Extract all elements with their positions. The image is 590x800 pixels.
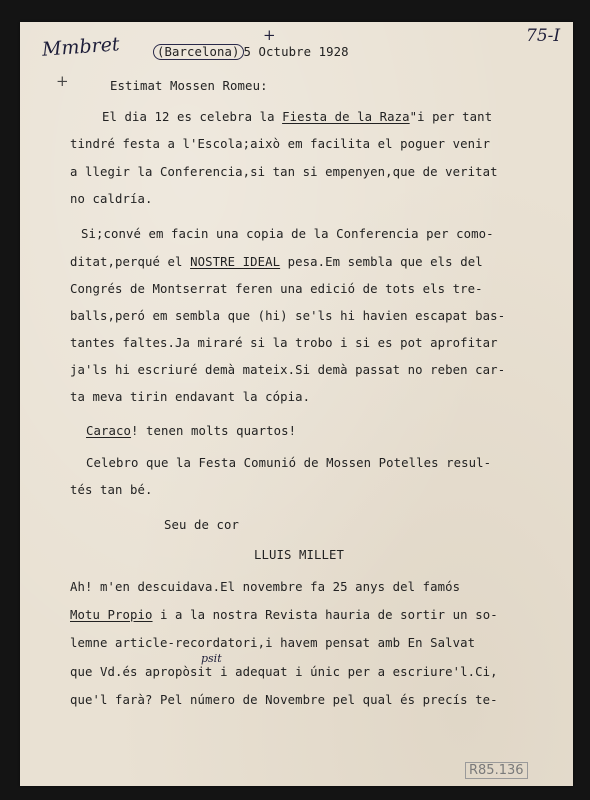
- paragraph-3: [86, 424, 296, 438]
- handwritten-plus-mark-date: +: [263, 26, 276, 44]
- paragraph-1-line-2: tindré festa a l'Escola;això em facilita el poguer venir: [70, 137, 491, 151]
- paragraph-2-line-2: [70, 255, 483, 269]
- paragraph-2-line-5: tantes faltes.Ja miraré si la trobo i si es pot aprofitar: [70, 336, 498, 350]
- handwritten-reference-number: 75-I: [526, 26, 561, 46]
- paragraph-2-line-4: balls,peró em sembla que (hi) se'ls hi havien escapat bas-: [70, 309, 506, 323]
- paragraph-2-line-3: Congrés de Montserrat feren una edició de tots els tre-: [70, 282, 483, 296]
- p2-text-a: ditat,perqué el: [70, 255, 191, 269]
- p5-underlined-title: Motu Propio: [70, 608, 153, 622]
- postscript-line-2: [70, 608, 498, 622]
- paragraph-4-line-2: tés tan bé.: [70, 483, 153, 497]
- handwritten-correction: psit: [201, 652, 222, 665]
- archive-reference: R85.136: [465, 762, 528, 779]
- postscript-line-4: que Vd.és apropòsit i adequat i únic per a escriure'l.Ci,: [70, 665, 498, 679]
- postscript-line-1: Ah! m'en descuidava.El novembre fa 25 anys del famós: [70, 580, 461, 594]
- handwritten-author-note: Mmbret: [41, 33, 121, 61]
- paragraph-2-line-1: Si;convé em facin una copia de la Conferencia per como-: [81, 227, 494, 241]
- paragraph-2-line-7: ta meva tirin endavant la cópia.: [70, 390, 311, 404]
- salutation: Estimat Mossen Romeu:: [110, 79, 268, 93]
- paragraph-1-line-4: no caldría.: [70, 192, 153, 206]
- p1-underlined-phrase: Fiesta de la Raza: [282, 110, 410, 124]
- letter-sheet: [20, 22, 573, 786]
- p3-text: ! tenen molts quartos!: [131, 424, 297, 438]
- date-value: 5 Octubre 1928: [243, 45, 349, 59]
- paragraph-1-line-3: a llegir la Conferencia,si tan si empenyen,que de veritat: [70, 165, 498, 179]
- paragraph-4-line-1: Celebro que la Festa Comunió de Mossen Potelles resul-: [86, 456, 492, 470]
- paragraph-2-line-6: ja'ls hi escriuré demà mateix.Si demà passat no reben car-: [70, 363, 506, 377]
- p2-underlined-title: NOSTRE IDEAL: [190, 255, 281, 269]
- postscript-line-5: que'l farà? Pel número de Novembre pel qual és precís te-: [70, 693, 498, 707]
- p2-text-b: pesa.Em sembla que els del: [280, 255, 483, 269]
- postscript-line-3: lemne article-recordatori,i havem pensat amb En Salvat: [70, 636, 476, 650]
- letter-date-line: [153, 44, 349, 60]
- p3-underlined-word: Caraco: [86, 424, 132, 438]
- date-place: (Barcelona): [153, 44, 244, 60]
- paragraph-1-line-1: [102, 110, 492, 124]
- handwritten-plus-mark: +: [56, 72, 69, 90]
- p5-text: i a la nostra Revista hauria de sortir un so-: [152, 608, 498, 622]
- signature: LLUIS MILLET: [254, 548, 345, 562]
- closing: Seu de cor: [164, 518, 240, 532]
- p1-text-a: El dia 12 es celebra la: [102, 110, 283, 124]
- p1-text-b: "i per tant: [409, 110, 493, 124]
